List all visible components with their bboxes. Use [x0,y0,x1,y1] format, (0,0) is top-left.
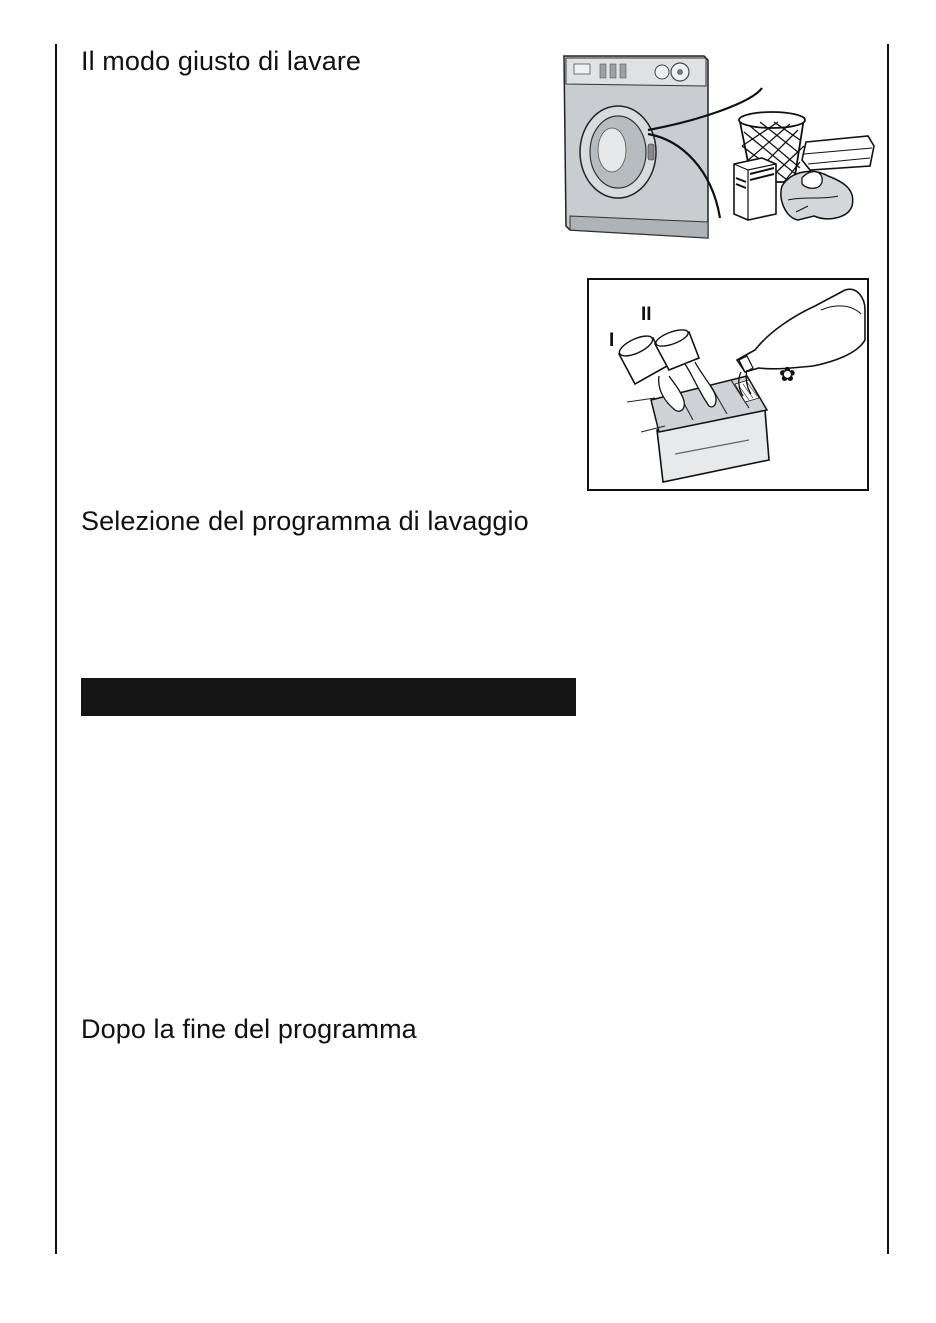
section-title-program-selection: Selezione del programma di lavaggio [81,506,529,536]
section-title-after-program: Dopo la fine del programma [81,1014,417,1044]
compartment-label-ii: II [641,304,652,325]
detergent-dispenser-illustration [587,278,869,491]
softener-flower-icon: ✿ [779,362,796,386]
washing-machine-drawing [552,50,882,242]
washing-machine-illustration [552,50,882,242]
dark-header-bar [81,678,576,716]
dispenser-drawing [589,280,867,489]
section-title-washing: Il modo giusto di lavare [81,46,362,76]
left-margin-rule [55,44,57,1254]
right-margin-rule [887,44,889,1254]
compartment-label-i: I [609,330,615,351]
